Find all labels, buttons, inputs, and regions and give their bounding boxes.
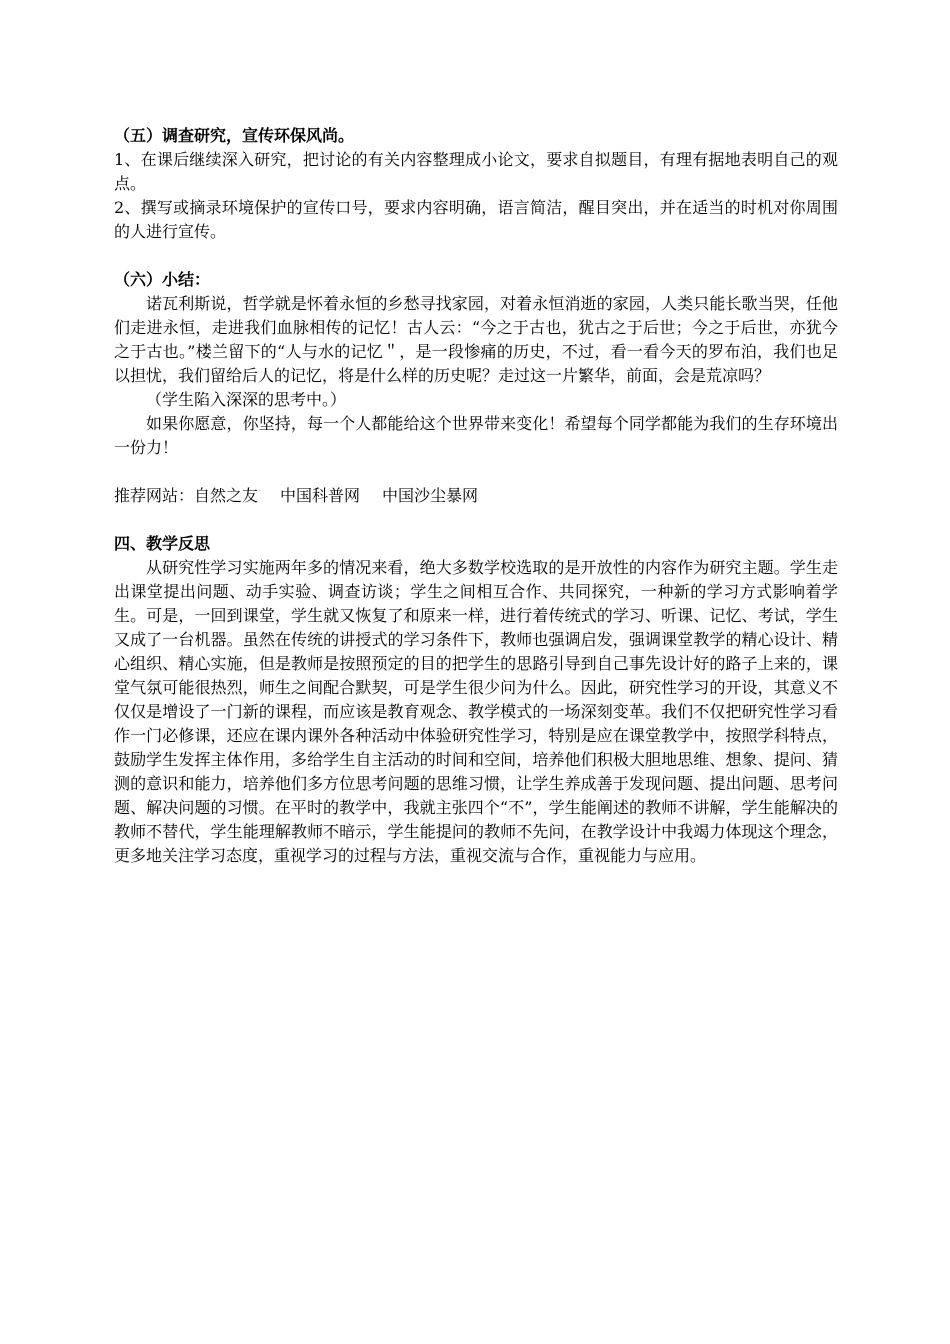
spacer <box>114 508 838 532</box>
section-6-heading: （六）小结： <box>114 270 211 289</box>
website-link[interactable]: 自然之友 <box>194 486 259 505</box>
website-link[interactable]: 中国沙尘暴网 <box>382 486 479 505</box>
spacer <box>114 244 838 268</box>
website-link[interactable]: 中国科普网 <box>280 486 361 505</box>
section-6-paragraph-1: 诺瓦利斯说，哲学就是怀着永恒的乡愁寻找家园，对着永恒消逝的家园，人类只能长歌当哭，任他们走进永恒，走进我们血脉相传的记忆！古人云：“今之于古也，犹古之于后世；今之于后世，亦犹今之于古也。”楼兰留下的“人与水的记忆＂，是一段惨痛的历史，不过，看一看今天的罗布泊，我们也足以担忧，我们留给后人的记忆，将是什么样的历史呢？走过这一片繁华，前面，会是荒凉吗？ <box>114 294 838 385</box>
section-4-heading: 四、教学反思 <box>114 534 211 553</box>
section-5-item-1: 1、在课后继续深入研究，把讨论的有关内容整理成小论文，要求自拟题目，有理有据地表明自己的观点。 <box>114 150 838 193</box>
document-page <box>114 124 838 868</box>
recommended-websites <box>114 484 838 508</box>
websites-label: 推荐网站： <box>114 486 195 505</box>
spacer <box>114 460 838 484</box>
section-4-paragraph: 从研究性学习实施两年多的情况来看，绝大多数学校选取的是开放性的内容作为研究主题。学生走出课堂提出问题、动手实验、调查访谈；学生之间相互合作、共同探究，一种新的学习方式影响着学生。可是，一回到课堂，学生就又恢复了和原来一样，进行着传统式的学习、听课、记忆、考试，学生又成了一台机器。虽然在传统的讲授式的学习条件下，教师也强调启发，强调课堂教学的精心设计、精心组织、精心实施，但是教师是按照预定的目的把学生的思路引导到自己事先设计好的路子上来的，课堂气氛可能很热烈，师生之间配合默契，可是学生很少问为什么。因此，研究性学习的开设，其意义不仅仅是增设了一门新的课程，而应该是教育观念、教学模式的一场深刻变革。我们不仅把研究性学习看作一门必修课，还应在课内课外各种活动中体验研究性学习，特别是应在课堂教学中，按照学科特点，鼓励学生发挥主体作用，多给学生自主活动的时间和空间，培养他们积极大胆地思维、想象、提问、猜测的意识和能力，培养他们多方位思考问题的思维习惯，让学生养成善于发现问题、提出问题、思考问题、解决问题的习惯。在平时的教学中，我就主张四个“不”，学生能阐述的教师不讲解，学生能解决的教师不替代，学生能理解教师不暗示，学生能提问的教师不先问，在教学设计中我竭力体现这个理念，更多地关注学习态度，重视学习的过程与方法，重视交流与合作，重视能力与应用。 <box>114 558 838 865</box>
section-6-note: （学生陷入深深的思考中。） <box>146 390 347 409</box>
section-6-paragraph-2: 如果你愿意，你坚持，每一个人都能给这个世界带来变化！希望每个同学都能为我们的生存环境出一份力！ <box>114 414 838 457</box>
section-5-item-2: 2、撰写或摘录环境保护的宣传口号，要求内容明确，语言简洁，醒目突出，并在适当的时机对你周围的人进行宣传。 <box>114 198 838 241</box>
section-5-heading: （五）调查研究，宣传环保风尚。 <box>114 126 355 145</box>
